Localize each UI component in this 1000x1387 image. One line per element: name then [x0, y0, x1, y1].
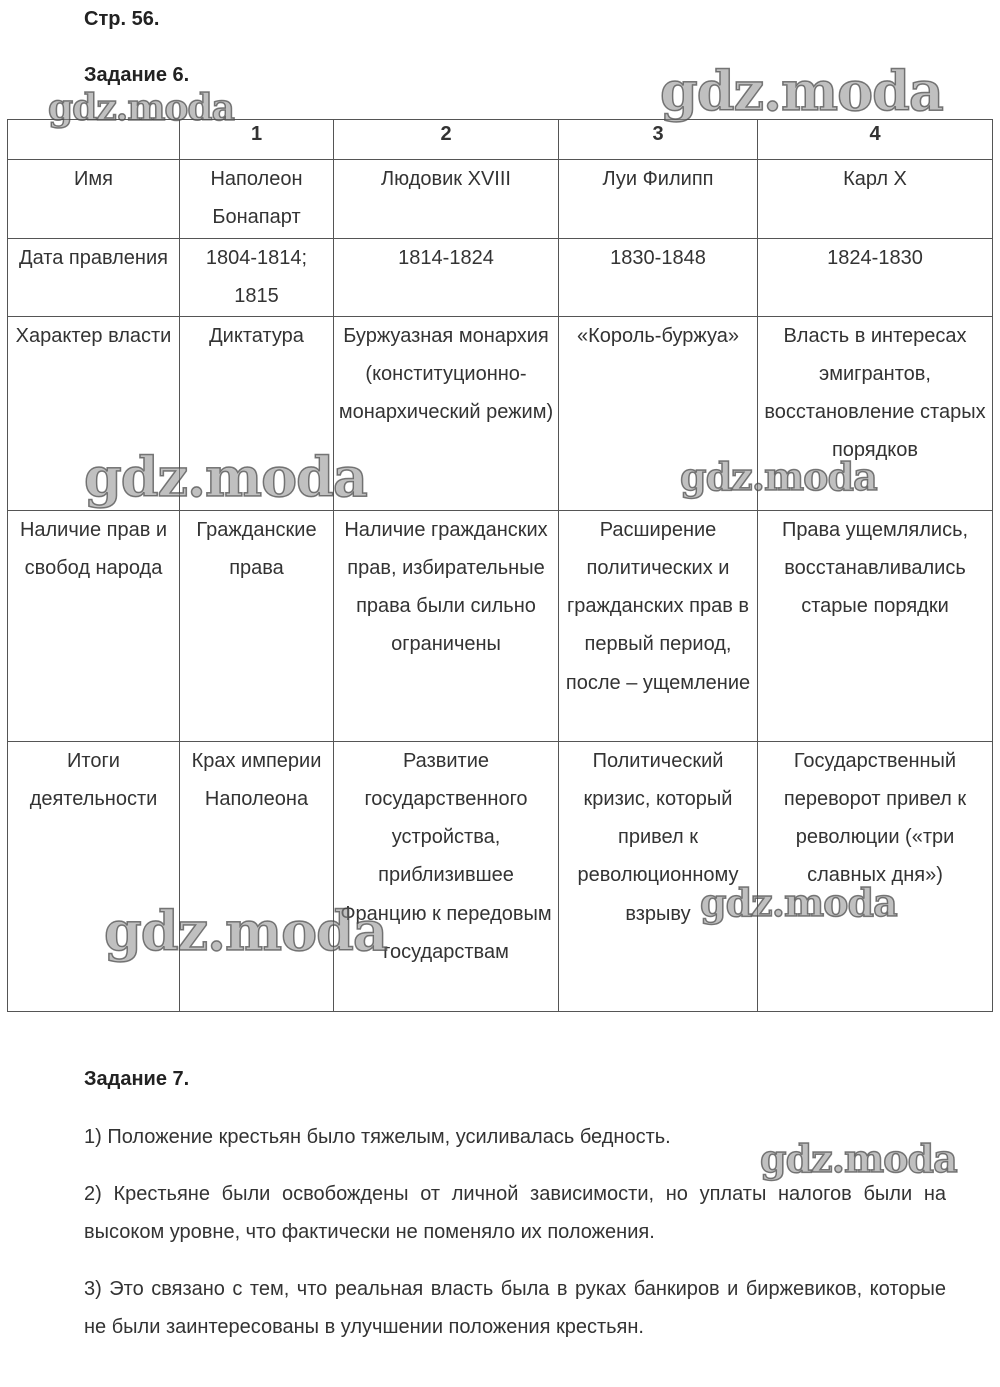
table-cell: Наличие гражданских прав, избирательные права были сильно ограничены [334, 510, 559, 741]
table-cell: Диктатура [180, 316, 334, 510]
watermark: gdz.moda [700, 880, 897, 925]
table-cell: Государственный переворот привел к революции («три славных дня») [758, 741, 993, 1011]
watermark: gdz.moda [760, 1136, 957, 1181]
table-row [8, 316, 993, 510]
answer-paragraph-1: 1) Положение крестьян было тяжелым, усиливалась бедность. [84, 1126, 671, 1148]
row-label-name: Имя [8, 160, 180, 239]
table-cell: «Король-буржуа» [559, 316, 758, 510]
table-cell: Карл X [758, 160, 993, 239]
row-label-dates: Дата правления [8, 239, 180, 317]
row-label-results: Итоги деятельности [8, 741, 180, 1011]
header-cell-2: 2 [334, 120, 559, 160]
table-cell: Буржуазная монархия (конституционно-монархический режим) [334, 316, 559, 510]
watermark: gdz.moda [48, 87, 234, 129]
task-6-heading: Задание 6. [84, 64, 190, 86]
rulers-table [7, 119, 993, 1012]
table-row [8, 160, 993, 239]
table-cell: Луи Филипп [559, 160, 758, 239]
answer-paragraph-2: 2) Крестьяне были освобождены от личной зависимости, но уплаты налогов были на высоком уровне, что фактически не поменяло их положения. [84, 1183, 946, 1244]
answer-paragraph-3: 3) Это связано с тем, что реальная власть была в руках банкиров и биржевиков, которые не были заинтересованы в улучшении положения крестьян. [84, 1278, 946, 1339]
watermark: gdz.moda [104, 899, 387, 963]
table-cell: Политический кризис, который привел к революционному взрыву [559, 741, 758, 1011]
task-7-heading: Задание 7. [84, 1068, 190, 1090]
table-cell: Гражданские права [180, 510, 334, 741]
table-header-row [8, 120, 993, 160]
header-cell-4: 4 [758, 120, 993, 160]
table-cell: 1804-1814; 1815 [180, 239, 334, 317]
table-cell: Власть в интересах эмигрантов, восстановление старых порядков [758, 316, 993, 510]
header-cell-3: 3 [559, 120, 758, 160]
table-cell: Людовик XVIII [334, 160, 559, 239]
table-cell: Наполеон Бонапарт [180, 160, 334, 239]
table-row [8, 510, 993, 741]
table-row [8, 741, 993, 1011]
page-number: Стр. 56. [84, 8, 160, 30]
table-cell: Расширение политических и гражданских прав в первый период, после – ущемление [559, 510, 758, 741]
table-cell: 1814-1824 [334, 239, 559, 317]
table-cell: Права ущемлялись, восстанавливались старые порядки [758, 510, 993, 741]
table-cell: 1824-1830 [758, 239, 993, 317]
table-cell: Крах империи Наполеона [180, 741, 334, 1011]
watermark: gdz.moda [84, 445, 367, 509]
watermark: gdz.moda [660, 59, 943, 123]
table-cell: 1830-1848 [559, 239, 758, 317]
row-label-character: Характер власти [8, 316, 180, 510]
watermark: gdz.moda [680, 454, 877, 499]
row-label-rights: Наличие прав и свобод народа [8, 510, 180, 741]
table-cell: Развитие государственного устройства, приблизившее Францию к передовым государствам [334, 741, 559, 1011]
header-cell-empty [8, 120, 180, 160]
table-row [8, 239, 993, 317]
header-cell-1: 1 [180, 120, 334, 160]
